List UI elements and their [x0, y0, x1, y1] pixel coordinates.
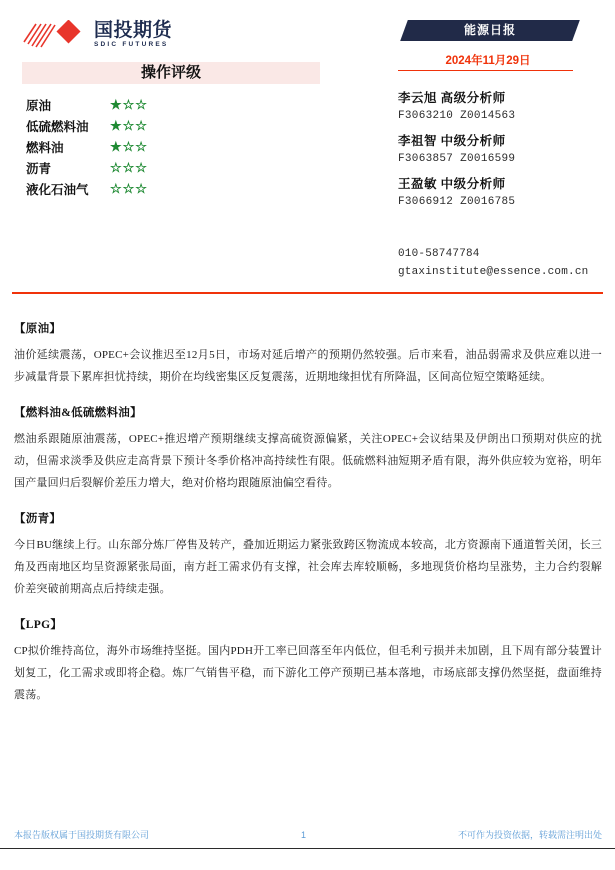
- contact-block: [398, 248, 613, 284]
- logo-chinese-name: 国投期货: [94, 20, 173, 42]
- rating-row: [26, 136, 326, 157]
- ratings-list: [26, 94, 326, 199]
- ratings-panel-title: 操作评级: [22, 62, 320, 84]
- page-footer: [14, 828, 602, 841]
- section-text: 今日BU继续上行。山东部分炼厂停售及转产，叠加近期运力紧张致跨区物流成本较高，北方资源南下通道暂关闭，长三角及西南地区均呈资源紧张局面，南方赶工需求仍有支撑，社会库去库较顺畅，多地现货价格均呈涨势，主力合约裂解价差突破前期高点后持续走强。: [14, 539, 602, 595]
- rating-commodity-name: 液化石油气: [26, 182, 89, 197]
- footer-page-number: 1: [300, 829, 306, 840]
- rating-stars: ★☆☆: [110, 96, 148, 112]
- date-underline-divider: [398, 70, 573, 71]
- analyst-name: 李云旭 高级分析师: [398, 91, 506, 105]
- rating-stars: ★☆☆: [110, 117, 148, 133]
- section-bitumen: [14, 510, 602, 600]
- section-heading: 【原油】: [14, 323, 62, 335]
- report-type-banner-label: 能源日报: [463, 23, 516, 37]
- section-heading: 【燃料油&低硫燃料油】: [14, 407, 142, 419]
- rating-row: [26, 94, 326, 115]
- analyst-license-code: F3063857 Z0016599: [398, 153, 516, 165]
- footer-disclaimer: 不可作为投资依据，转载需注明出处: [457, 830, 602, 840]
- sdic-logo-mark-icon: [22, 20, 88, 50]
- rating-row: [26, 115, 326, 136]
- logo-wordmark: [94, 21, 172, 49]
- analyst-license-code: F3066912 Z0016785: [398, 196, 516, 208]
- section-fuel-oil: [14, 404, 602, 494]
- report-date: 2024年11月29日: [445, 55, 531, 67]
- logo-english-name: SDIC FUTURES: [94, 41, 169, 49]
- contact-phone: 010-58747784: [398, 248, 480, 260]
- rating-commodity-name: 低硫燃料油: [26, 119, 89, 134]
- section-heading: 【沥青】: [14, 513, 62, 525]
- section-text: CP拟价维持高位，海外市场维持坚挺。国内PDH开工率已回落至年内低位，但毛利亏损并未加剧，且下周有部分装置计划复工，化工需求或即将企稳。炼厂气销售平稳，而下游化工停产预期已基本落地，市场底部支撑仍然坚挺，盘面维持震荡。: [14, 645, 602, 701]
- rating-row: [26, 157, 326, 178]
- section-heading: 【LPG】: [14, 619, 63, 631]
- section-text: 油价延续震荡，OPEC+会议推迟至12月5日，市场对延后增产的预期仍然较强。后市来看，油品弱需求及供应难以进一步减量背景下累库担忧持续，期价在均线密集区反复震荡，近期地缘担忧有所降温，区间高位短空策略延续。: [14, 349, 602, 383]
- analyst-license-code: F3063210 Z0014563: [398, 110, 516, 122]
- rating-commodity-name: 燃料油: [26, 140, 64, 155]
- header-divider: [12, 292, 603, 294]
- section-text: 燃油系跟随原油震荡，OPEC+推迟增产预期继续支撑高硫资源偏紧，关注OPEC+会议结果及伊朗出口预期对供应的扰动，但需求淡季及供应走高背景下预计冬季价格冲高持续性有限。低硫燃料油短期矛盾有限，海外供应较为宽裕，明年国产量回归后裂解价差压力增大，绝对价格均跟随原油偏空看待。: [14, 433, 602, 489]
- rating-stars: ☆☆☆: [110, 159, 148, 175]
- rating-commodity-name: 沥青: [26, 161, 52, 176]
- section-crude-oil: [14, 320, 602, 388]
- footer-copyright: 本报告版权属于国投期货有限公司: [14, 830, 150, 840]
- rating-stars: ★☆☆: [110, 138, 148, 154]
- page-header: [0, 0, 615, 285]
- rating-commodity-name: 原油: [26, 98, 52, 113]
- contact-email[interactable]: gtaxinstitute@essence.com.cn: [398, 266, 589, 278]
- company-logo: [22, 18, 172, 52]
- analyst-name: 李祖智 中级分析师: [398, 134, 506, 148]
- analyst-list: [398, 88, 608, 217]
- rating-row: [26, 178, 326, 199]
- analyst-name: 王盈敏 中级分析师: [398, 177, 506, 191]
- rating-stars: ☆☆☆: [110, 180, 148, 196]
- footer-divider: [0, 848, 615, 849]
- section-lpg: [14, 616, 602, 706]
- report-body: [14, 320, 602, 722]
